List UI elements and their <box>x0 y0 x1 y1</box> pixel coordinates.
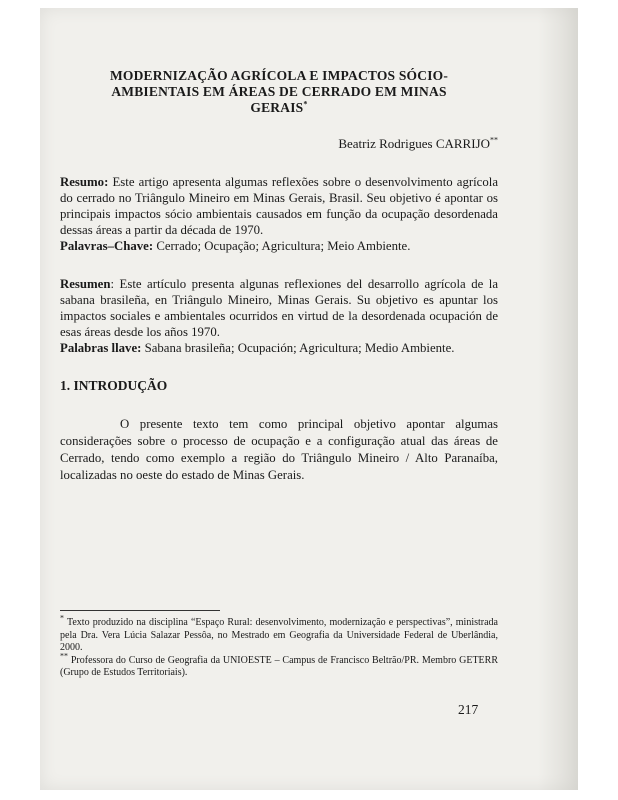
page-content <box>60 68 498 484</box>
palabras-llave-label: Palabras llave: <box>60 341 142 355</box>
palavras-chave-paragraph <box>60 238 498 254</box>
abstract-pt <box>60 174 498 254</box>
abstract-es <box>60 276 498 356</box>
title-line-3: GERAIS <box>250 100 304 115</box>
footnote-2-mark: ** <box>60 651 68 661</box>
footnote-1 <box>60 613 498 655</box>
palabras-llave-paragraph <box>60 340 498 356</box>
author-footnote-mark: ** <box>490 135 498 145</box>
footnote-1-mark: * <box>60 613 64 623</box>
footnote-2-text: Professora do Curso de Geografia da UNIOESTE – Campus de Francisco Beltrão/PR. Membro GETERR (Grupo de Estudos Territoriais). <box>60 654 498 678</box>
resumen-paragraph <box>60 276 498 340</box>
resumo-label: Resumo: <box>60 175 109 189</box>
title-footnote-mark: * <box>303 99 308 109</box>
footnote-2 <box>60 651 498 680</box>
resumen-label: Resumen <box>60 277 111 291</box>
resumo-paragraph <box>60 174 498 238</box>
title-line-2: AMBIENTAIS EM ÁREAS DE CERRADO EM MINAS <box>111 84 447 99</box>
author-name: Beatriz Rodrigues CARRIJO <box>338 136 490 151</box>
intro-paragraph: O presente texto tem como principal objetivo apontar algumas considerações sobre o processo de ocupação e a configuração atual das áreas de Cerrado, tendo como exemplo a região do Triângulo Mineiro / Alto Paranaíba, localizadas no oeste do estado de Minas Gerais. <box>60 417 498 482</box>
title-line-1: MODERNIZAÇÃO AGRÍCOLA E IMPACTOS SÓCIO- <box>109 68 449 83</box>
footnote-divider <box>60 610 220 611</box>
author-line <box>60 136 498 152</box>
article-title <box>60 68 498 116</box>
palabras-llave-text: Sabana brasileña; Ocupación; Agricultura; Medio Ambiente. <box>144 341 455 355</box>
footnotes <box>60 610 498 680</box>
resumen-text: : Este artículo presenta algunas reflexiones del desarrollo agrícola de la sabana brasileña, en Triângulo Mineiro, Minas Gerais. Su objetivo es apuntar los impactos sociales e ambientales ocurridos en virtud de la desordenada ocupación de esas áreas desde los años 1970. <box>60 277 498 339</box>
palavras-chave-label: Palavras–Chave: <box>60 239 154 253</box>
page-number: 217 <box>458 702 479 717</box>
palavras-chave-text: Cerrado; Ocupação; Agricultura; Meio Ambiente. <box>156 239 411 253</box>
document-page <box>40 8 578 790</box>
resumo-text: Este artigo apresenta algumas reflexões sobre o desenvolvimento agrícola do cerrado no Triângulo Mineiro em Minas Gerais, Brasil. Seu objetivo é apontar os principais impactos sócio ambientais causados em função da ocupação desordenada dessas áreas a partir da década de 1970. <box>60 175 498 237</box>
footnote-1-text: Texto produzido na disciplina “Espaço Rural: desenvolvimento, modernização e perspectivas”, ministrada pela Dra. Vera Lúcia Salazar Pessôa, no Mestrado em Geografia da Universidade Federal de Uberlândia, 2000. <box>60 617 498 653</box>
section-heading: 1. INTRODUÇÃO <box>60 378 168 393</box>
